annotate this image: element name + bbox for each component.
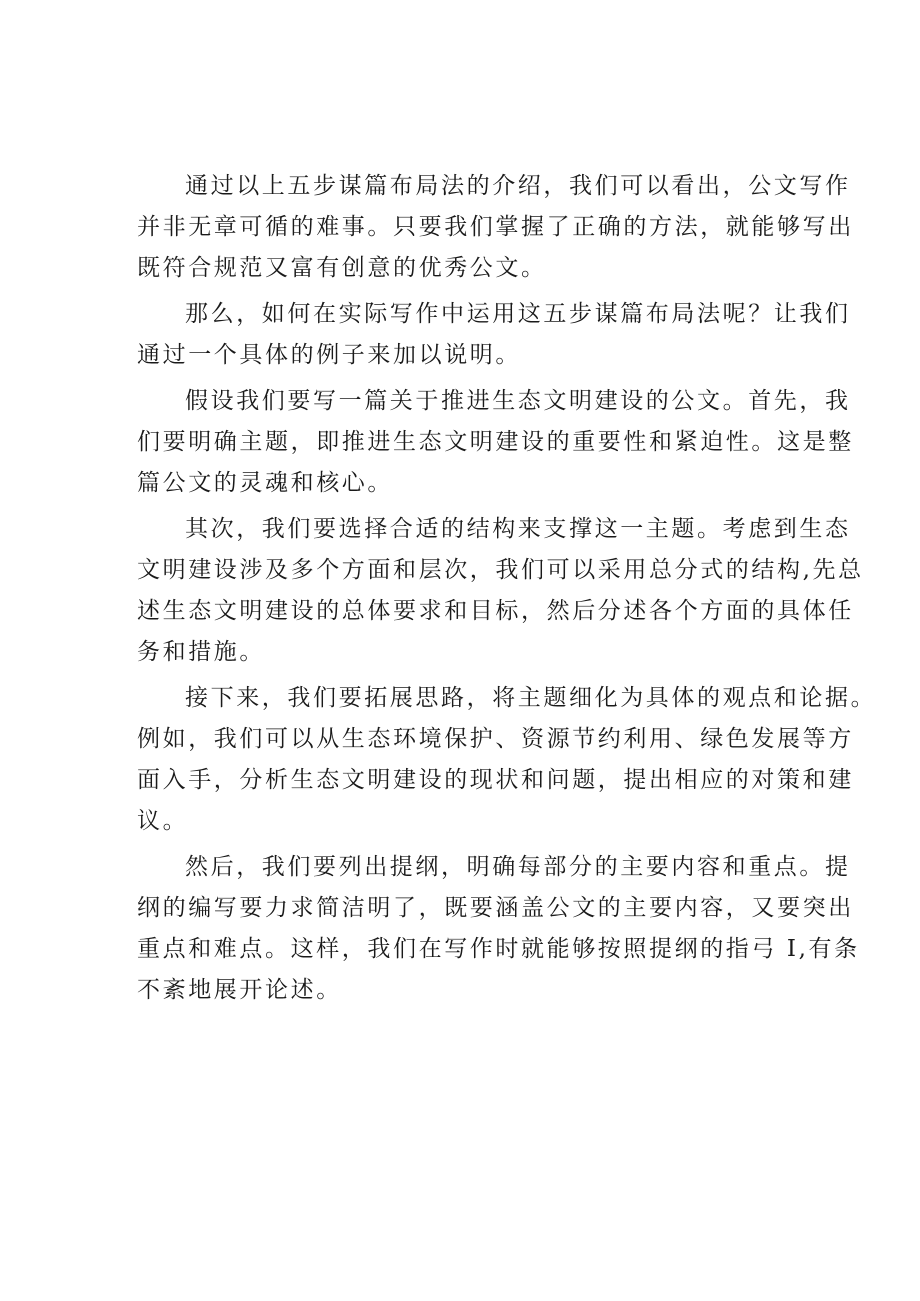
text-line: 文明建设涉及多个方面和层次，我们可以采用总分式的结构,先总 bbox=[137, 557, 864, 583]
text-line: 述生态文明建设的总体要求和目标，然后分述各个方面的具体任 bbox=[137, 598, 854, 624]
paragraph-4 bbox=[137, 509, 864, 673]
text-line: 重点和难点。这样，我们在写作时就能够按照提纲的指弓 I,有条 bbox=[137, 936, 860, 962]
text-line: 纲的编写要力求简洁明了，既要涵盖公文的主要内容，又要突出 bbox=[137, 895, 854, 921]
document-body bbox=[137, 166, 877, 1016]
paragraph-2 bbox=[137, 294, 851, 376]
text-line: 那么，如何在实际写作中运用这五步谋篇布局法呢？让我们 bbox=[185, 301, 851, 327]
paragraph-3 bbox=[137, 381, 854, 504]
paragraph-5 bbox=[137, 678, 877, 842]
text-line: 通过一个具体的例子来加以说明。 bbox=[137, 342, 521, 368]
text-line: 并非无章可循的难事。只要我们掌握了正确的方法，就能够写出 bbox=[137, 214, 854, 240]
text-line: 假设我们要写一篇关于推进生态文明建设的公文。首先，我 bbox=[185, 388, 851, 414]
text-line: 篇公文的灵魂和核心。 bbox=[137, 470, 393, 496]
paragraph-6 bbox=[137, 847, 860, 1011]
paragraph-1 bbox=[137, 166, 854, 289]
text-line: 议。 bbox=[137, 808, 189, 834]
text-line: 然后，我们要列出提纲，明确每部分的主要内容和重点。提 bbox=[185, 854, 851, 880]
text-line: 例如，我们可以从生态环境保护、资源节约利用、绿色发展等方 bbox=[137, 726, 854, 752]
text-line: 面入手，分析生态文明建设的现状和问题，提出相应的对策和建 bbox=[137, 767, 854, 793]
text-line: 们要明确主题，即推进生态文明建设的重要性和紧迫性。这是整 bbox=[137, 429, 854, 455]
text-line: 通过以上五步谋篇布局法的介绍，我们可以看出，公文写作 bbox=[185, 173, 851, 199]
text-line: 其次，我们要选择合适的结构来支撑这一主题。考虑到生态 bbox=[185, 516, 851, 542]
text-line: 既符合规范又富有创意的优秀公文。 bbox=[137, 255, 547, 281]
text-line: 务和措施。 bbox=[137, 639, 265, 665]
text-line: 接下来，我们要拓展思路，将主题细化为具体的观点和论据。 bbox=[185, 685, 877, 711]
text-line: 不紊地展开论述。 bbox=[137, 977, 342, 1003]
